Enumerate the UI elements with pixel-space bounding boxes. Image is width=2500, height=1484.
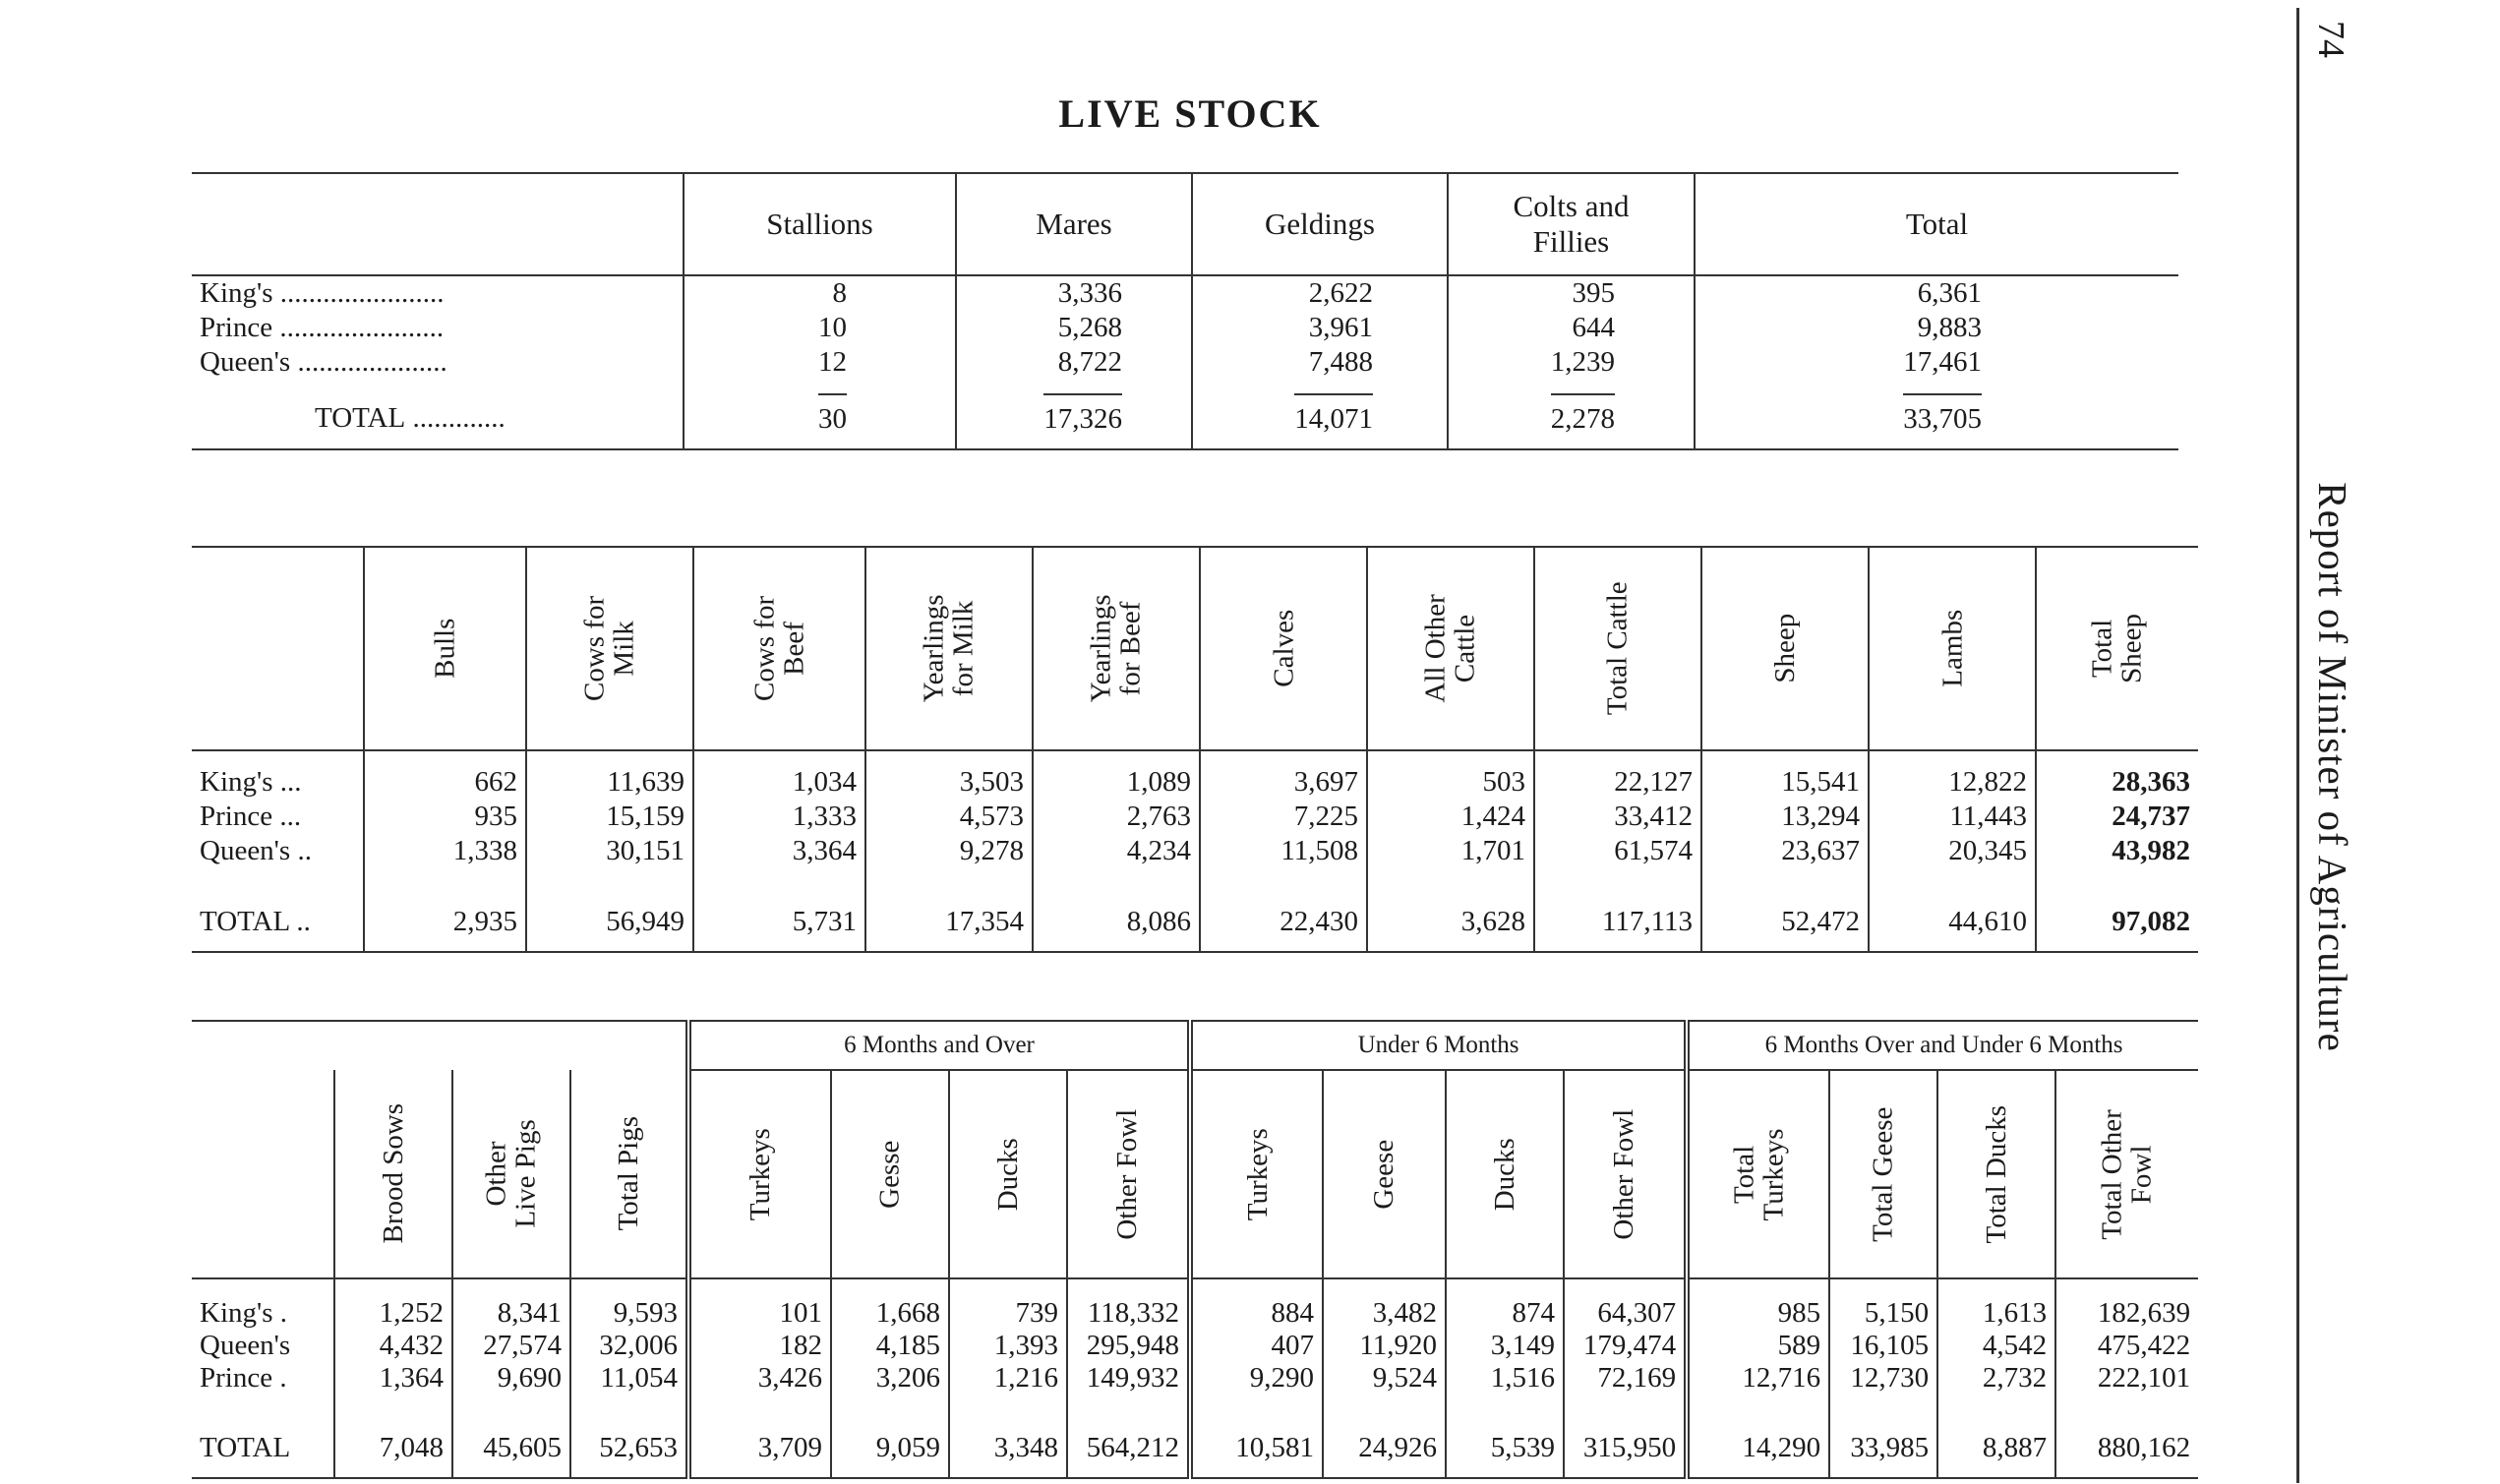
cell: 739 bbox=[949, 1278, 1067, 1330]
cell: 13,294 bbox=[1701, 800, 1869, 834]
cell: 3,697 bbox=[1200, 750, 1367, 800]
group-over-and-under: 6 Months Over and Under 6 Months bbox=[1687, 1021, 2198, 1070]
poultry-label-blank bbox=[192, 1070, 334, 1278]
total-label: TOTAL ............. bbox=[192, 380, 684, 449]
cell: 118,332 bbox=[1067, 1278, 1190, 1330]
cell: 30,151 bbox=[526, 834, 693, 868]
cell: 6,361 bbox=[1695, 275, 2178, 311]
row-label: King's . bbox=[200, 1297, 288, 1329]
cell: 9,290 bbox=[1190, 1362, 1323, 1395]
total-cell: 14,071 bbox=[1192, 380, 1448, 449]
header-turkeys-under: Turkeys bbox=[1190, 1070, 1323, 1278]
cell: 2,732 bbox=[1937, 1362, 2055, 1395]
cell: 9,524 bbox=[1323, 1362, 1446, 1395]
horses-row-queens bbox=[192, 345, 2178, 380]
cell: 874 bbox=[1446, 1278, 1564, 1330]
total-cell: 97,082 bbox=[2036, 868, 2198, 952]
cell: 182 bbox=[688, 1330, 831, 1362]
header-other-cattle: All Other Cattle bbox=[1367, 547, 1534, 750]
total-cell: 564,212 bbox=[1067, 1395, 1190, 1478]
page-number: 74 bbox=[2310, 21, 2351, 58]
horses-header-total: Total bbox=[1695, 173, 2178, 275]
cell: 935 bbox=[364, 800, 526, 834]
cell: 884 bbox=[1190, 1278, 1323, 1330]
row-label: Prince ... bbox=[200, 801, 302, 832]
cell: 644 bbox=[1448, 311, 1695, 345]
total-cell: 52,472 bbox=[1701, 868, 1869, 952]
cell: 64,307 bbox=[1564, 1278, 1687, 1330]
cell: 11,054 bbox=[570, 1362, 688, 1395]
total-cell: 315,950 bbox=[1564, 1395, 1687, 1478]
cell: 1,701 bbox=[1367, 834, 1534, 868]
poultry-group-row bbox=[192, 1021, 2198, 1070]
header-bulls: Bulls bbox=[364, 547, 526, 750]
cattle-corner bbox=[192, 547, 364, 750]
header-fowl-over: Other Fowl bbox=[1067, 1070, 1190, 1278]
row-label: Queen's .. bbox=[200, 835, 312, 866]
total-cell: 9,059 bbox=[831, 1395, 949, 1478]
header-sheep: Sheep bbox=[1701, 547, 1869, 750]
total-cell: 33,705 bbox=[1695, 380, 2178, 449]
page-title: LIVE STOCK bbox=[1058, 91, 1322, 136]
cell: 3,336 bbox=[956, 275, 1192, 311]
cell: 3,206 bbox=[831, 1362, 949, 1395]
cell: 1,393 bbox=[949, 1330, 1067, 1362]
cell: 1,239 bbox=[1448, 345, 1695, 380]
cattle-sheep-table bbox=[192, 546, 2198, 953]
total-cell: 5,731 bbox=[693, 868, 865, 952]
cell: 10 bbox=[684, 311, 956, 345]
cell: 11,443 bbox=[1869, 800, 2036, 834]
cell: 28,363 bbox=[2036, 750, 2198, 800]
cell: 7,488 bbox=[1192, 345, 1448, 380]
cattle-row-kings bbox=[192, 750, 2198, 800]
header-cows-milk: Cows for Milk bbox=[526, 547, 693, 750]
cell: 222,101 bbox=[2055, 1362, 2198, 1395]
cell: 3,961 bbox=[1192, 311, 1448, 345]
total-cell: 30 bbox=[684, 380, 956, 449]
row-label: Prince . bbox=[200, 1362, 287, 1394]
total-cell: 17,354 bbox=[865, 868, 1033, 952]
total-cell: 3,348 bbox=[949, 1395, 1067, 1478]
header-other-pigs: Other Live Pigs bbox=[452, 1070, 570, 1278]
cell: 179,474 bbox=[1564, 1330, 1687, 1362]
poultry-row-queens bbox=[192, 1330, 2198, 1362]
total-cell: 45,605 bbox=[452, 1395, 570, 1478]
header-total-turkeys: Total Turkeys bbox=[1687, 1070, 1829, 1278]
cell: 475,422 bbox=[2055, 1330, 2198, 1362]
cell: 20,345 bbox=[1869, 834, 2036, 868]
cattle-header-row bbox=[192, 547, 2198, 750]
total-cell: 8,887 bbox=[1937, 1395, 2055, 1478]
horses-header-stallions: Stallions bbox=[684, 173, 956, 275]
cell: 3,149 bbox=[1446, 1330, 1564, 1362]
cell: 1,613 bbox=[1937, 1278, 2055, 1330]
header-fowl-under: Other Fowl bbox=[1564, 1070, 1687, 1278]
cell: 1,516 bbox=[1446, 1362, 1564, 1395]
side-title: Report of Minister of Agriculture bbox=[2310, 482, 2355, 1052]
header-yearlings-milk: Yearlings for Milk bbox=[865, 547, 1033, 750]
poultry-row-kings bbox=[192, 1278, 2198, 1330]
total-cell: 17,326 bbox=[956, 380, 1192, 449]
cell: 2,622 bbox=[1192, 275, 1448, 311]
cell: 1,089 bbox=[1033, 750, 1200, 800]
horses-corner bbox=[192, 173, 684, 275]
row-label: Queen's ..................... bbox=[200, 346, 447, 378]
cell: 3,426 bbox=[688, 1362, 831, 1395]
cell: 11,508 bbox=[1200, 834, 1367, 868]
cell: 72,169 bbox=[1564, 1362, 1687, 1395]
cell: 12 bbox=[684, 345, 956, 380]
header-geese-under: Geese bbox=[1323, 1070, 1446, 1278]
header-ducks-over: Ducks bbox=[949, 1070, 1067, 1278]
cell: 61,574 bbox=[1534, 834, 1701, 868]
cell: 149,932 bbox=[1067, 1362, 1190, 1395]
cell: 9,883 bbox=[1695, 311, 2178, 345]
poultry-header-row bbox=[192, 1070, 2198, 1278]
cell: 1,338 bbox=[364, 834, 526, 868]
cell: 9,593 bbox=[570, 1278, 688, 1330]
cell: 4,185 bbox=[831, 1330, 949, 1362]
horses-header-geldings: Geldings bbox=[1192, 173, 1448, 275]
header-lambs: Lambs bbox=[1869, 547, 2036, 750]
cell: 395 bbox=[1448, 275, 1695, 311]
cell: 3,482 bbox=[1323, 1278, 1446, 1330]
cell: 43,982 bbox=[2036, 834, 2198, 868]
cell: 23,637 bbox=[1701, 834, 1869, 868]
cell: 17,461 bbox=[1695, 345, 2178, 380]
cell: 662 bbox=[364, 750, 526, 800]
poultry-total-row bbox=[192, 1395, 2198, 1478]
cell: 15,541 bbox=[1701, 750, 1869, 800]
cell: 407 bbox=[1190, 1330, 1323, 1362]
row-label: Prince ....................... bbox=[200, 312, 445, 343]
cell: 295,948 bbox=[1067, 1330, 1190, 1362]
header-total-sheep: Total Sheep bbox=[2036, 547, 2198, 750]
cell: 1,364 bbox=[334, 1362, 452, 1395]
cell: 9,278 bbox=[865, 834, 1033, 868]
total-cell: 52,653 bbox=[570, 1395, 688, 1478]
total-cell: 14,290 bbox=[1687, 1395, 1829, 1478]
total-cell: 10,581 bbox=[1190, 1395, 1323, 1478]
total-cell: 7,048 bbox=[334, 1395, 452, 1478]
total-cell: 880,162 bbox=[2055, 1395, 2198, 1478]
cell: 33,412 bbox=[1534, 800, 1701, 834]
horses-row-prince bbox=[192, 311, 2178, 345]
header-geese-over: Gesse bbox=[831, 1070, 949, 1278]
cell: 101 bbox=[688, 1278, 831, 1330]
cattle-total-row bbox=[192, 868, 2198, 952]
cell: 2,763 bbox=[1033, 800, 1200, 834]
cell: 1,333 bbox=[693, 800, 865, 834]
cell: 8,722 bbox=[956, 345, 1192, 380]
cell: 12,730 bbox=[1829, 1362, 1937, 1395]
cell: 1,216 bbox=[949, 1362, 1067, 1395]
poultry-corner bbox=[192, 1021, 688, 1070]
header-turkeys-over: Turkeys bbox=[688, 1070, 831, 1278]
total-cell: 22,430 bbox=[1200, 868, 1367, 952]
poultry-row-prince bbox=[192, 1362, 2198, 1395]
cell: 5,268 bbox=[956, 311, 1192, 345]
cell: 4,573 bbox=[865, 800, 1033, 834]
cell: 12,716 bbox=[1687, 1362, 1829, 1395]
cell: 1,034 bbox=[693, 750, 865, 800]
total-cell: 33,985 bbox=[1829, 1395, 1937, 1478]
cell: 182,639 bbox=[2055, 1278, 2198, 1330]
header-total-cattle: Total Cattle bbox=[1534, 547, 1701, 750]
cell: 1,252 bbox=[334, 1278, 452, 1330]
total-cell: 56,949 bbox=[526, 868, 693, 952]
cell: 27,574 bbox=[452, 1330, 570, 1362]
cattle-row-queens bbox=[192, 834, 2198, 868]
horses-header-colts-fillies: Colts and Fillies bbox=[1448, 173, 1695, 275]
total-label: TOTAL bbox=[192, 1395, 334, 1478]
cell: 7,225 bbox=[1200, 800, 1367, 834]
cattle-row-prince bbox=[192, 800, 2198, 834]
horses-table bbox=[192, 172, 2178, 450]
row-label: King's ....................... bbox=[200, 277, 445, 309]
cell: 11,920 bbox=[1323, 1330, 1446, 1362]
header-cows-beef: Cows for Beef bbox=[693, 547, 865, 750]
header-total-fowl: Total Other Fowl bbox=[2055, 1070, 2198, 1278]
total-cell: 24,926 bbox=[1323, 1395, 1446, 1478]
cell: 1,668 bbox=[831, 1278, 949, 1330]
cell: 4,234 bbox=[1033, 834, 1200, 868]
cell: 1,424 bbox=[1367, 800, 1534, 834]
cell: 4,542 bbox=[1937, 1330, 2055, 1362]
group-under-six-months: Under 6 Months bbox=[1190, 1021, 1687, 1070]
header-total-geese: Total Geese bbox=[1829, 1070, 1937, 1278]
header-ducks-under: Ducks bbox=[1446, 1070, 1564, 1278]
cell: 4,432 bbox=[334, 1330, 452, 1362]
total-cell: 2,278 bbox=[1448, 380, 1695, 449]
total-cell: 3,709 bbox=[688, 1395, 831, 1478]
cell: 9,690 bbox=[452, 1362, 570, 1395]
header-calves: Calves bbox=[1200, 547, 1367, 750]
cell: 22,127 bbox=[1534, 750, 1701, 800]
total-cell: 44,610 bbox=[1869, 868, 2036, 952]
row-label: King's ... bbox=[200, 766, 302, 798]
cell: 3,364 bbox=[693, 834, 865, 868]
total-cell: 8,086 bbox=[1033, 868, 1200, 952]
horses-header-row bbox=[192, 173, 2178, 275]
cell: 589 bbox=[1687, 1330, 1829, 1362]
cell: 8,341 bbox=[452, 1278, 570, 1330]
cell: 5,150 bbox=[1829, 1278, 1937, 1330]
cell: 985 bbox=[1687, 1278, 1829, 1330]
horses-header-mares: Mares bbox=[956, 173, 1192, 275]
horses-row-kings bbox=[192, 275, 2178, 311]
cell: 12,822 bbox=[1869, 750, 2036, 800]
row-label: Queen's bbox=[200, 1330, 291, 1361]
total-cell: 3,628 bbox=[1367, 868, 1534, 952]
cell: 11,639 bbox=[526, 750, 693, 800]
cell: 8 bbox=[684, 275, 956, 311]
cell: 16,105 bbox=[1829, 1330, 1937, 1362]
pigs-poultry-table bbox=[192, 1020, 2198, 1479]
cell: 3,503 bbox=[865, 750, 1033, 800]
horses-total-row bbox=[192, 380, 2178, 449]
total-cell: 2,935 bbox=[364, 868, 526, 952]
cell: 24,737 bbox=[2036, 800, 2198, 834]
header-brood-sows: Brood Sows bbox=[334, 1070, 452, 1278]
group-six-months-over: 6 Months and Over bbox=[688, 1021, 1190, 1070]
total-cell: 5,539 bbox=[1446, 1395, 1564, 1478]
cell: 15,159 bbox=[526, 800, 693, 834]
header-total-ducks: Total Ducks bbox=[1937, 1070, 2055, 1278]
cell: 32,006 bbox=[570, 1330, 688, 1362]
total-label: TOTAL .. bbox=[192, 868, 364, 952]
header-yearlings-beef: Yearlings for Beef bbox=[1033, 547, 1200, 750]
cell: 503 bbox=[1367, 750, 1534, 800]
total-cell: 117,113 bbox=[1534, 868, 1701, 952]
header-total-pigs: Total Pigs bbox=[570, 1070, 688, 1278]
